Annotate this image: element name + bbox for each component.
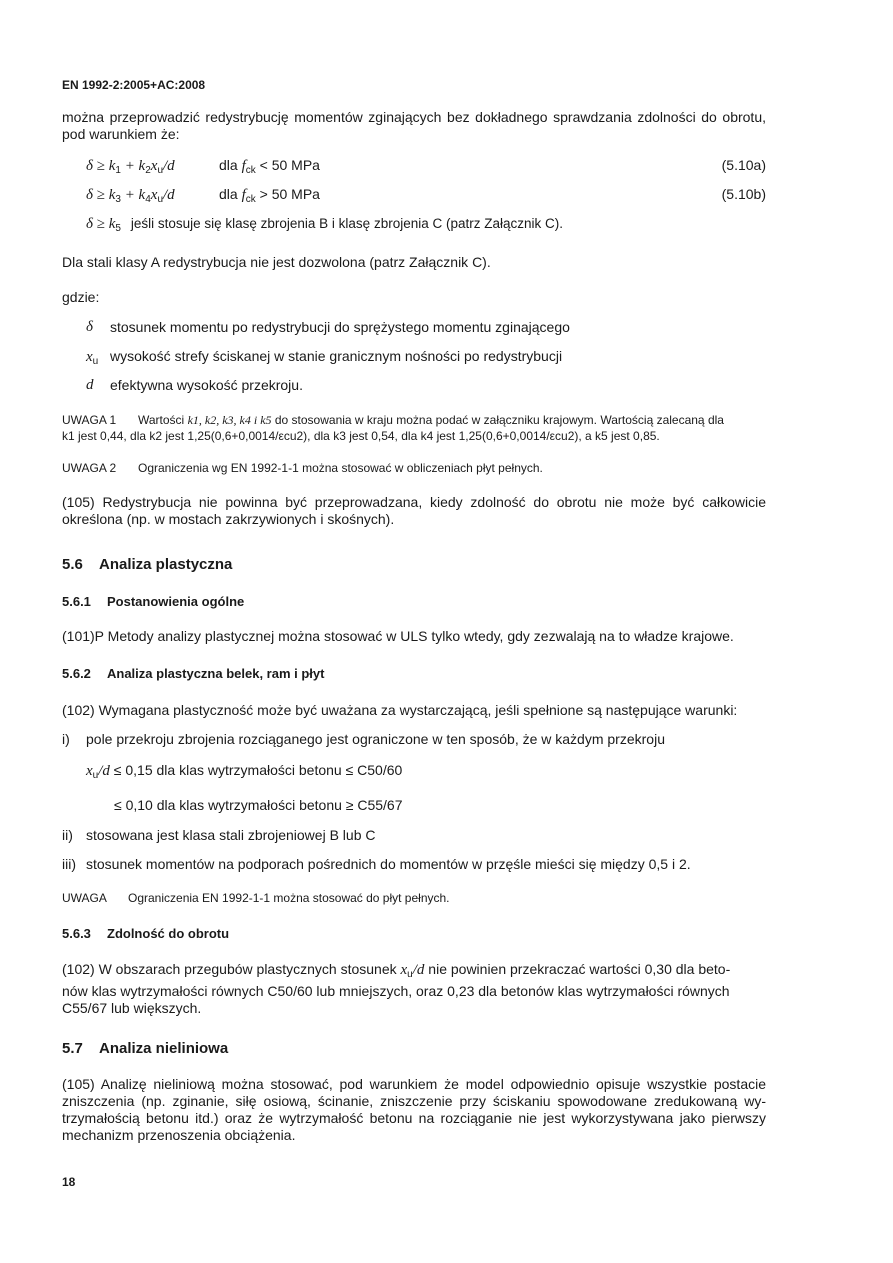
definition-xu: $x_u$ wysokość strefy ściskanej w stanie granicznym nośności po redystrybucji	[86, 348, 563, 367]
section-heading-5-6-2: 5.6.2 Analiza plastyczna belek, ram i płyt	[62, 666, 325, 681]
section-heading-5-6-1: 5.6.1 Postanowienia ogólne	[62, 594, 245, 609]
equation-5-10b: $\delta \ge k_3 + k_4x_u/d$ dla $f_{ck} > 50$ MPa (5.10b)	[86, 186, 766, 205]
intro-paragraph: można przeprowadzić redystrybucję momentów zginających bez dokładnego sprawdzania zdolności do obrotu, pod warunkiem że:	[62, 109, 766, 142]
note-3: UWAGA Ograniczenia EN 1992-1-1 można stosować do płyt pełnych.	[62, 891, 450, 905]
list-item-iii: iii) stosunek momentów na podporach pośrednich do momentów w przęśle mieści się między 0,5 i 2.	[62, 856, 691, 872]
where-label: gdzie:	[62, 289, 100, 305]
equation-k5: $\delta \ge k_5$ jeśli stosuje się klasę zbrojenia B i klasę zbrojenia C (patrz Załącznik C).	[86, 216, 563, 234]
standard-header: EN 1992-2:2005+AC:2008	[62, 78, 206, 92]
definition-d: d efektywna wysokość przekroju.	[86, 377, 303, 393]
paragraph-102-rotation: (102) W obszarach przegubów plastycznych stosunek $x_u/d$ nie powinien przekraczać wartości 0,30 dla beto- nów klas wytrzymałości równych C50/60 lub mniejszych, oraz 0,23 dla betonów klas wytrzymałości równych C55/67 lub większych.	[62, 961, 731, 1016]
definition-delta: δ stosunek momentu po redystrybucji do sprężystego momentu zginającego	[86, 319, 570, 335]
limit-c50-60: $x_u/d \le 0,15$ dla klas wytrzymałości betonu ≤ C50/60	[86, 762, 403, 781]
section-heading-5-6-3: 5.6.3 Zdolność do obrotu	[62, 926, 230, 941]
page-number: 18	[62, 1175, 76, 1189]
paragraph-102-plasticity: (102) Wymagana plastyczność może być uważana za wystarczającą, jeśli spełnione są następujące warunki:	[62, 702, 738, 718]
paragraph-101p: (101)P Metody analizy plastycznej można stosować w ULS tylko wtedy, gdy zezwalają na to władze krajowe.	[62, 628, 734, 644]
note-1: UWAGA 1 Wartości k1, k2, k3, k4 i k5 do stosowania w kraju można podać w załączniku krajowym. Wartością zalecaną dla k1 jest 0,44, dla k2 jest 1,25(0,6+0,0014/εcu2), dla k3 jest 0,54, dla k4 jest 1,25(0,6+0,0014/εcu2), a k5 jest 0,85.	[62, 413, 724, 443]
section-heading-5-7: 5.7 Analiza nieliniowa	[62, 1040, 229, 1057]
list-item-ii: ii) stosowana jest klasa stali zbrojeniowej B lub C	[62, 827, 376, 843]
equation-5-10a: $\delta \ge k_1 + k_2x_u/d$ dla $f_{ck} < 50$ MPa (5.10a)	[86, 157, 766, 176]
paragraph-105-redistribution: (105) Redystrybucja nie powinna być przeprowadzana, kiedy zdolność do obrotu nie może być całkowicie określona (np. w mostach zakrzywionych i skośnych).	[62, 494, 766, 527]
section-heading-5-6: 5.6 Analiza plastyczna	[62, 556, 233, 573]
list-item-i: i) pole przekroju zbrojenia rozciąganego jest ograniczone w ten sposób, że w każdym przekroju	[62, 731, 665, 747]
steel-class-a-paragraph: Dla stali klasy A redystrybucja nie jest dozwolona (patrz Załącznik C).	[62, 254, 491, 270]
equation-number: (5.10a)	[721, 157, 766, 173]
equation-number: (5.10b)	[721, 186, 766, 202]
paragraph-105-nonlinear: (105) Analizę nieliniową można stosować, pod warunkiem że model odpowiednio opisuje wszystkie postacie zniszczenia (np. zginanie, siłę osiową, ścinanie, zniszczenie przy ściskaniu spowodowane zredukowaną wy-trzymałością betonu itd.) oraz że wytrzymałość betonu na rozciąganie nie jest wykorzystywana jako pierwszy mechanizm przenoszenia obciążenia.	[62, 1076, 766, 1143]
note-2: UWAGA 2 Ograniczenia wg EN 1992-1-1 można stosować w obliczeniach płyt pełnych.	[62, 461, 543, 475]
limit-c55-67: ≤ 0,10 dla klas wytrzymałości betonu ≥ C55/67	[114, 797, 403, 813]
